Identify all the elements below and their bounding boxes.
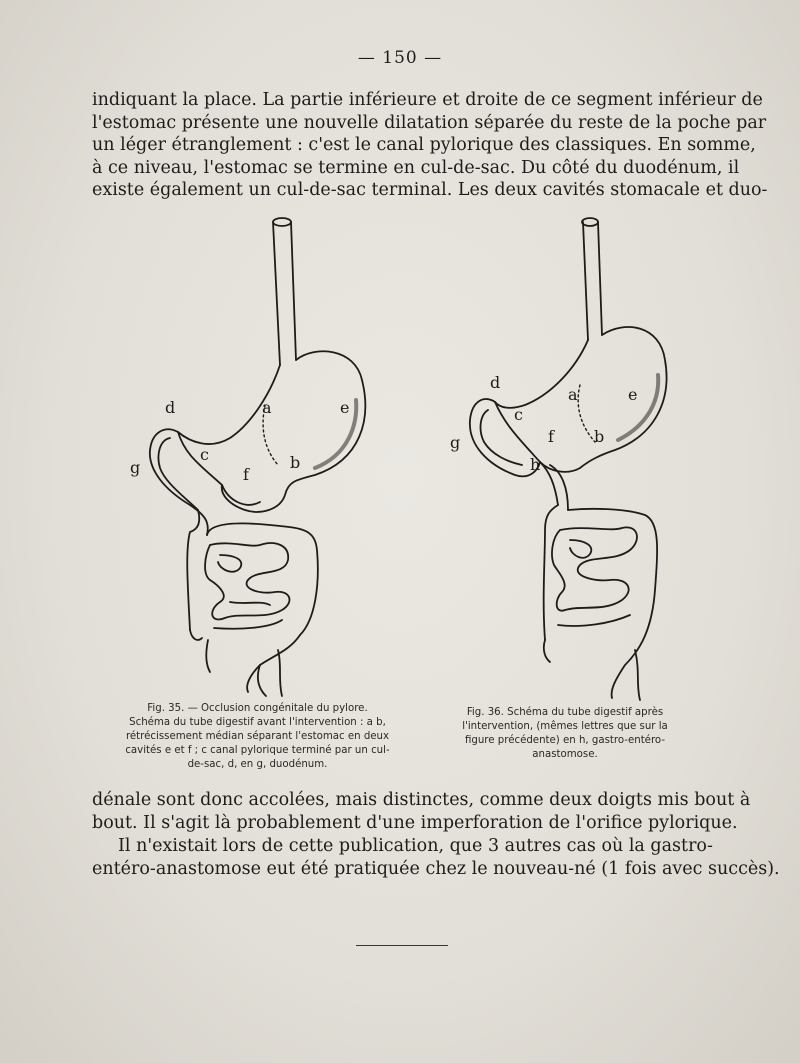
label-d: d: [490, 373, 501, 392]
caption-line: rétrécissement médian séparant l'estomac en deux: [125, 731, 390, 742]
caption-line: l'intervention, (mêmes lettres que sur la: [462, 721, 668, 732]
label-a: a: [568, 385, 578, 404]
figure-36-illustration: [450, 210, 680, 700]
text-line: à ce niveau, l'estomac se termine en cul-de-sac. Du côté du duodénum, il: [92, 157, 740, 178]
label-h: h: [530, 455, 541, 474]
text-line: indiquant la place. La partie inférieure et droite de ce segment inférieur de: [92, 90, 763, 110]
caption-line: Fig. 36. Schéma du tube digestif après: [466, 707, 664, 718]
end-rule: [356, 945, 448, 946]
label-b: b: [290, 453, 301, 472]
text-line: Il n'existait lors de cette publication, que 3 autres cas où la gastro-: [118, 836, 713, 856]
label-c: c: [514, 405, 523, 424]
paragraph-bottom: [92, 835, 780, 880]
text-line: un léger étranglement : c'est le canal pylorique des classiques. En somme,: [92, 135, 756, 155]
label-c: c: [200, 445, 209, 464]
label-e: e: [628, 385, 638, 404]
text-line: bout. Il s'agit là probablement d'une imperforation de l'orifice pylorique.: [92, 812, 738, 833]
caption-line: anastomose.: [532, 749, 598, 760]
label-f: f: [548, 427, 554, 446]
label-g: g: [130, 458, 141, 477]
text-line: existe également un cul-de-sac terminal. Les deux cavités stomacale et duo-: [92, 180, 768, 200]
label-b: b: [594, 427, 605, 446]
label-d: d: [165, 398, 176, 417]
caption-line: cavités e et f ; c canal pylorique terminé par un cul-: [125, 745, 390, 756]
text-line: entéro-anastomose eut été pratiquée chez le nouveau-né (1 fois avec succès).: [92, 858, 780, 879]
label-a: a: [262, 398, 272, 417]
caption-line: Schéma du tube digestif avant l'intervention : a b,: [129, 717, 386, 728]
figure-36-caption: [440, 706, 690, 762]
label-f: f: [243, 465, 249, 484]
page-number: — 150 —: [357, 48, 443, 68]
paragraph-top: [92, 89, 768, 202]
figure-35-digestive-tract-before: [110, 210, 370, 695]
caption-line: Fig. 35. — Occlusion congénitale du pylore.: [147, 703, 368, 714]
label-g: g: [450, 433, 461, 452]
text-line: dénale sont donc accolées, mais distinctes, comme deux doigts mis bout à: [92, 790, 751, 810]
label-e: e: [340, 398, 350, 417]
caption-line: de-sac, d, en g, duodénum.: [187, 759, 328, 770]
figure-36-digestive-tract-after: [450, 210, 680, 700]
caption-line: figure précédente) en h, gastro-entéro-: [464, 735, 666, 746]
figure-35-caption: [115, 702, 400, 772]
text-line: l'estomac présente une nouvelle dilatation séparée du reste de la poche par: [92, 112, 767, 133]
figure-35-illustration: [110, 210, 370, 695]
paragraph-mid: [92, 789, 751, 834]
